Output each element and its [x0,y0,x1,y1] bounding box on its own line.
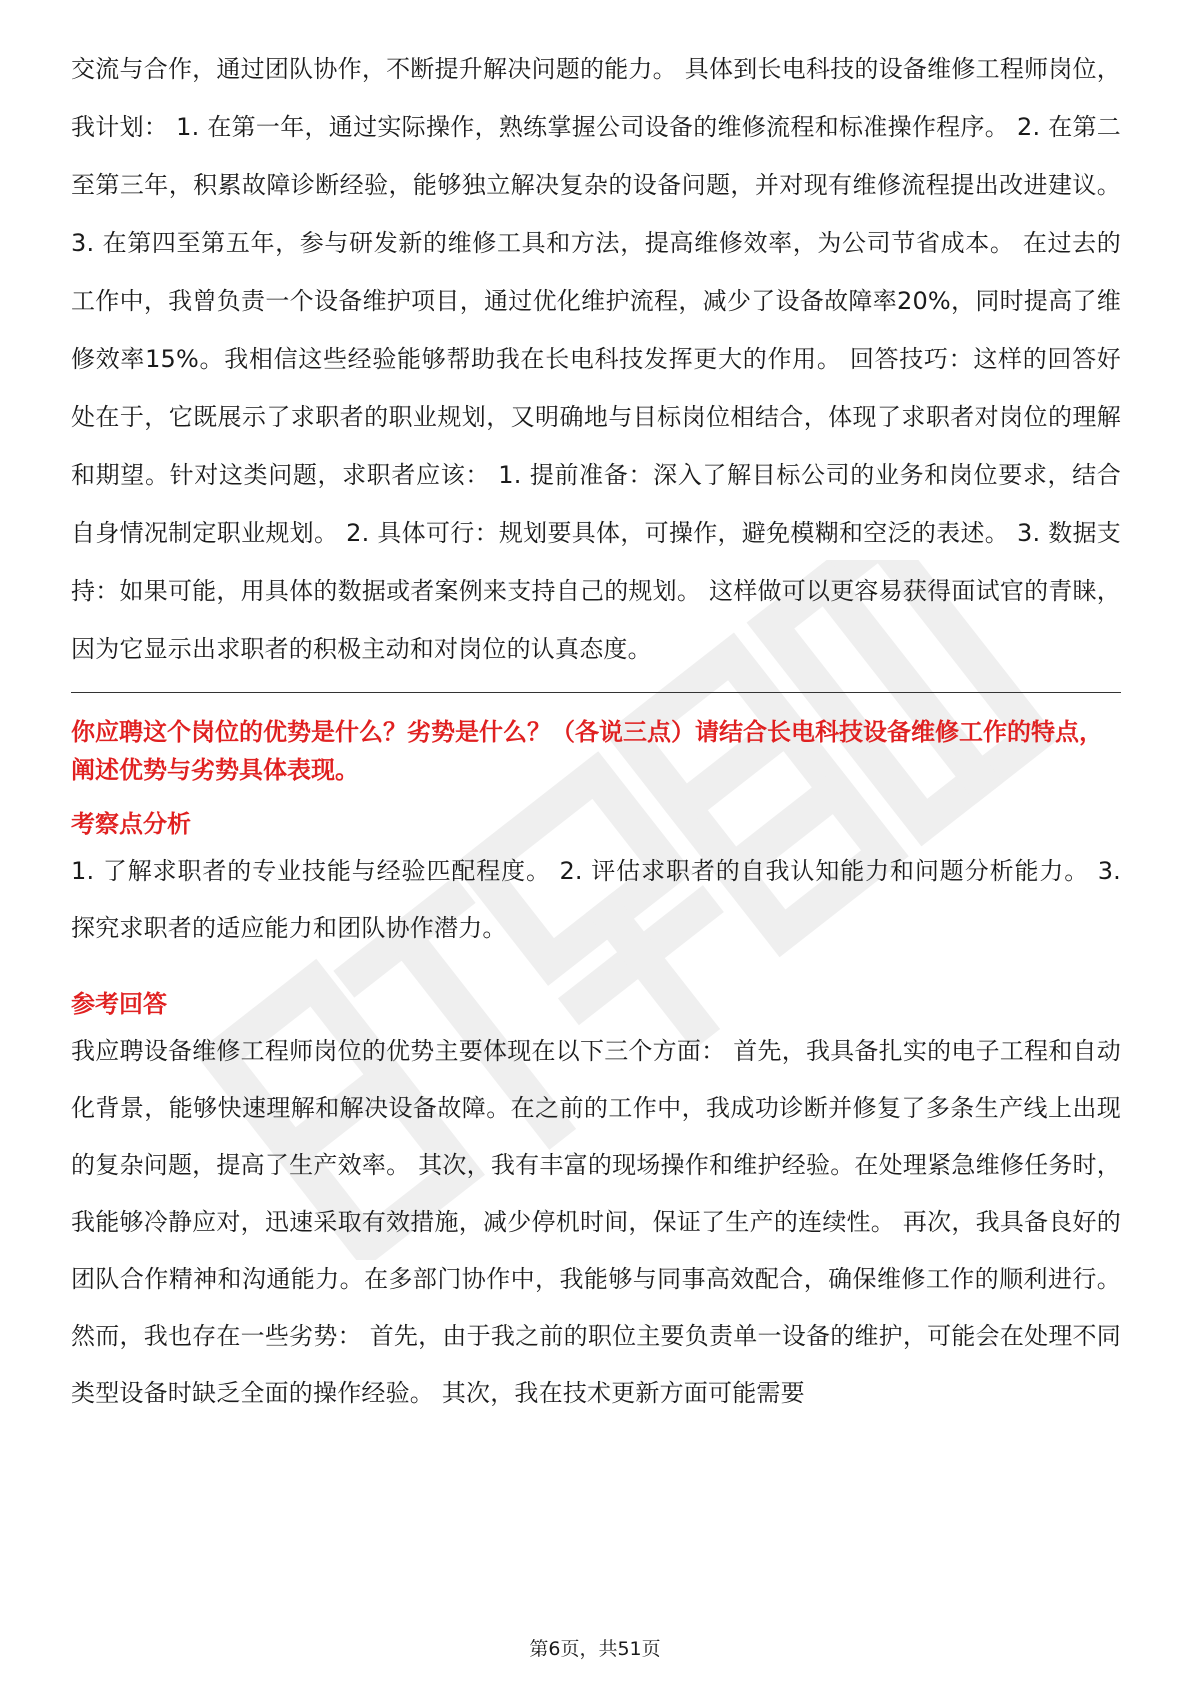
interview-question: 你应聘这个岗位的优势是什么？劣势是什么？（各说三点）请结合长电科技设备维修工作的特点，阐述优势与劣势具体表现。 [71,718,1103,784]
page-number-footer: 第6页，共51页 [529,1638,661,1660]
section-divider [71,692,1121,693]
intro-paragraph: 交流与合作，通过团队协作，不断提升解决问题的能力。 具体到长电科技的设备维修工程师岗位，我计划： 1. 在第一年，通过实际操作，熟练掌握公司设备的维修流程和标准操作程序。 2. 在第二至第三年，积累故障诊断经验，能够独立解决复杂的设备问题，并对现有维修流程提出改进建议。 3. 在第四至第五年，参与研发新的维修工具和方法，提高维修效率，为公司节省成本。 在过去的工作中，我曾负责一个设备维护项目，通过优化维护流程，减少了设备故障率20%，同时提高了维修效率15%。我相信这些经验能够帮助我在长电科技发挥更大的作用。 回答技巧：这样的回答好处在于，它既展示了求职者的职业规划，又明确地与目标岗位相结合，体现了求职者对岗位的理解和期望。针对这类问题，求职者应该： 1. 提前准备：深入了解目标公司的业务和岗位要求，结合自身情况制定职业规划。 2. 具体可行：规划要具体，可操作，避免模糊和空泛的表述。 3. 数据支持：如果可能，用具体的数据或者案例来支持自己的规划。 这样做可以更容易获得面试官的青睐，因为它显示出求职者的积极主动和对岗位的认真态度。 [71,55,1121,663]
analysis-heading: 考察点分析 [71,810,191,838]
analysis-text: 1. 了解求职者的专业技能与经验匹配程度。 2. 评估求职者的自我认知能力和问题分析能力。 3. 探究求职者的适应能力和团队协作潜力。 [71,857,1121,942]
answer-text: 我应聘设备维修工程师岗位的优势主要体现在以下三个方面： 首先，我具备扎实的电子工程和自动化背景，能够快速理解和解决设备故障。在之前的工作中，我成功诊断并修复了多条生产线上出现的复杂问题，提高了生产效率。 其次，我有丰富的现场操作和维护经验。在处理紧急维修任务时，我能够冷静应对，迅速采取有效措施，减少停机时间，保证了生产的连续性。 再次，我具备良好的团队合作精神和沟通能力。在多部门协作中，我能够与同事高效配合，确保维修工作的顺利进行。 然而，我也存在一些劣势： 首先，由于我之前的职位主要负责单一设备的维护，可能会在处理不同类型设备时缺乏全面的操作经验。 其次，我在技术更新方面可能需要 [71,1037,1121,1407]
page-content [71,40,1121,1422]
spacer [71,957,1121,969]
answer-heading: 参考回答 [71,990,167,1018]
